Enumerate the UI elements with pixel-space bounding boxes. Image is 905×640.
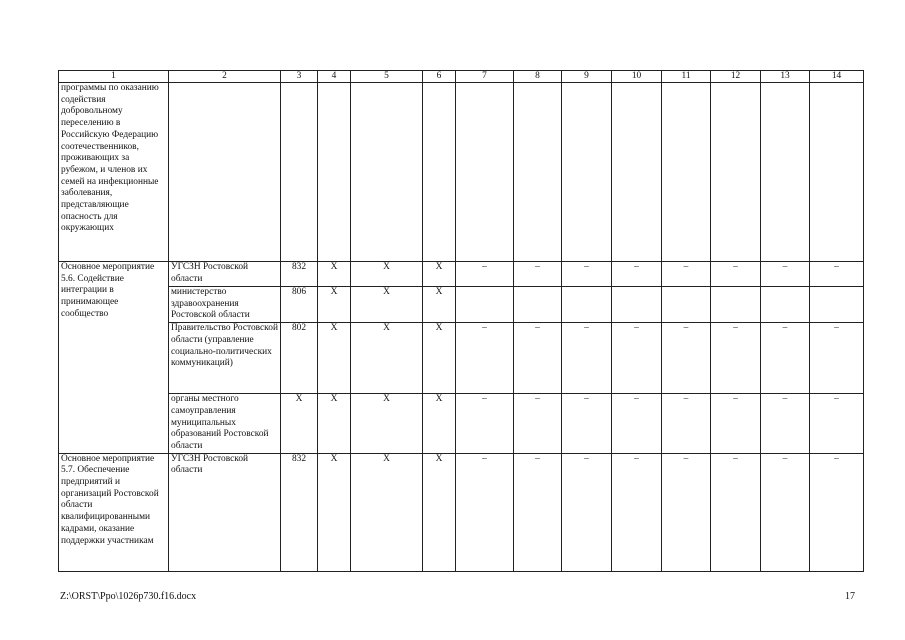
col-header: 13 (761, 71, 810, 83)
table-cell: 832 (281, 453, 318, 571)
table-cell (662, 287, 711, 323)
col-header: 3 (281, 71, 318, 83)
table-cell: – (810, 323, 864, 394)
table-cell (514, 83, 562, 262)
table-cell: Х (351, 453, 423, 571)
table-cell: – (612, 323, 662, 394)
executor-cell (169, 83, 281, 262)
table-row (59, 287, 864, 323)
col-header: 6 (423, 71, 456, 83)
table-cell: Х (423, 453, 456, 571)
table-cell (711, 287, 761, 323)
table-cell: – (562, 453, 612, 571)
table-cell: 806 (281, 287, 318, 323)
table-cell (281, 83, 318, 262)
file-path: Z:\ORST\Ppo\1026p730.f16.docx (60, 591, 197, 602)
table-cell: 802 (281, 323, 318, 394)
table-cell: – (514, 323, 562, 394)
table-cell: Х (423, 323, 456, 394)
table-cell (514, 287, 562, 323)
header-row (59, 71, 864, 83)
executor-cell: органы местного самоуправления муниципальных образований Ростовской области (169, 394, 281, 454)
table-cell (456, 287, 514, 323)
table-cell: 832 (281, 262, 318, 287)
table-cell: Х (351, 323, 423, 394)
table-cell: – (810, 453, 864, 571)
table-cell: – (514, 394, 562, 454)
table-cell: Х (318, 394, 351, 454)
table-cell: Х (318, 262, 351, 287)
table-cell (423, 83, 456, 262)
table-cell (562, 287, 612, 323)
activity-cell: программы по оказанию содействия добровольному переселению в Российскую Федерацию соотечественников, проживающих за рубежом, и членов их семей на инфекционные заболевания, представляющие опасность для окружающих (59, 83, 169, 262)
table-cell: – (456, 394, 514, 454)
table-cell: – (456, 323, 514, 394)
table-cell: – (514, 262, 562, 287)
table-cell (612, 287, 662, 323)
table-cell: – (612, 394, 662, 454)
table-cell: – (761, 394, 810, 454)
table-cell: – (562, 323, 612, 394)
table-cell: Х (423, 287, 456, 323)
activity-cell: Основное мероприятие 5.6. Содействие интеграции в принимающее сообщество (59, 262, 169, 454)
table-cell: – (711, 394, 761, 454)
executor-cell: Правительство Ростовской области (управление социально-политических коммуникаций) (169, 323, 281, 394)
col-header: 5 (351, 71, 423, 83)
table-cell: – (456, 453, 514, 571)
col-header: 2 (169, 71, 281, 83)
col-header: 1 (59, 71, 169, 83)
table-cell: Х (318, 287, 351, 323)
table-cell: – (761, 323, 810, 394)
table-row (59, 394, 864, 454)
table-cell (612, 83, 662, 262)
table-cell (562, 83, 612, 262)
table-cell: – (662, 262, 711, 287)
table-cell: – (810, 394, 864, 454)
table-row (59, 83, 864, 262)
table-cell: Х (318, 323, 351, 394)
table-cell: – (662, 323, 711, 394)
executor-cell: министерство здравоохранения Ростовской области (169, 287, 281, 323)
table-cell (810, 83, 864, 262)
table-cell (761, 287, 810, 323)
table-row (59, 453, 864, 571)
table-cell (456, 83, 514, 262)
table-cell: – (562, 394, 612, 454)
col-header: 7 (456, 71, 514, 83)
budget-table (58, 70, 864, 572)
table-cell: – (711, 453, 761, 571)
table-cell: – (711, 262, 761, 287)
executor-cell: УГСЗН Ростовской области (169, 262, 281, 287)
col-header: 14 (810, 71, 864, 83)
table-cell: – (761, 453, 810, 571)
table-cell: Х (351, 262, 423, 287)
table-cell: – (562, 262, 612, 287)
col-header: 9 (562, 71, 612, 83)
table-cell (351, 83, 423, 262)
table-cell: Х (351, 287, 423, 323)
col-header: 12 (711, 71, 761, 83)
col-header: 10 (612, 71, 662, 83)
page-number: 17 (845, 591, 855, 602)
table-cell: – (456, 262, 514, 287)
table-cell: – (711, 323, 761, 394)
table-cell: – (612, 453, 662, 571)
col-header: 11 (662, 71, 711, 83)
col-header: 4 (318, 71, 351, 83)
table-row (59, 323, 864, 394)
table-cell (761, 83, 810, 262)
table-cell (662, 83, 711, 262)
table-cell: Х (318, 453, 351, 571)
table-cell: Х (423, 262, 456, 287)
table-cell (711, 83, 761, 262)
table-cell (318, 83, 351, 262)
table-cell: – (662, 453, 711, 571)
table-cell: – (514, 453, 562, 571)
col-header: 8 (514, 71, 562, 83)
table-cell: Х (351, 394, 423, 454)
table-row (59, 262, 864, 287)
table-cell: Х (281, 394, 318, 454)
table-cell: – (761, 262, 810, 287)
table-cell: – (810, 262, 864, 287)
table-cell: – (662, 394, 711, 454)
executor-cell: УГСЗН Ростовской области (169, 453, 281, 571)
table-cell: – (612, 262, 662, 287)
activity-cell: Основное мероприятие 5.7. Обеспечение предприятий и организаций Ростовской области квалифицированными кадрами, оказание поддержки участникам (59, 453, 169, 571)
table-cell: Х (423, 394, 456, 454)
table-cell (810, 287, 864, 323)
